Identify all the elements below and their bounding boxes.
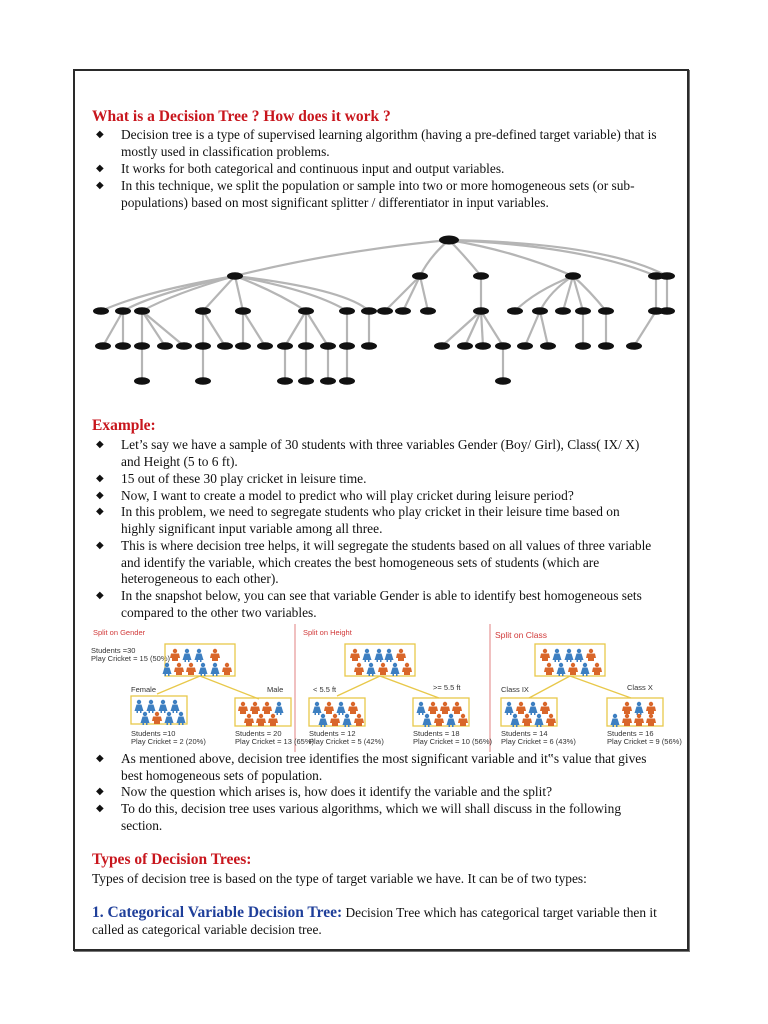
branch-label: Female [131, 685, 157, 694]
heading-what-is-decision-tree: What is a Decision Tree ? How does it work ? [92, 108, 391, 125]
list-item: ◆ This is where decision tree helps, it will segregate the students based on all values of three variable and identify the variable, which creates the best homogeneous sets of students (which are heterogeneous to each other). [96, 538, 652, 587]
decision-tree-illustration [85, 231, 685, 391]
diamond-bullet-icon: ◆ [96, 163, 104, 174]
branch-label: Class X [627, 683, 653, 692]
split-comparison-figure [87, 624, 687, 754]
list-item: ◆ In this problem, we need to segregate students who play cricket in their leisure time based on highly significant input variable among all three. [96, 504, 620, 536]
root-stats-line: Play Cricket = 15 (50%) [91, 654, 170, 663]
categorical-tree-paragraph [92, 905, 662, 938]
categorical-tree-description: Decision Tree which has categorical target variable then it called as categorical variable decision tree. [92, 905, 657, 937]
diamond-bullet-icon: ◆ [96, 590, 104, 601]
document-page [73, 69, 689, 951]
list-item: ◆ In this technique, we split the population or sample into two or more homogeneous sets (or sub-populations) based on most significant splitter / differentiator in input variables. [96, 178, 635, 210]
root-stats-line: Students =30 [91, 646, 136, 655]
node-stats-line: Students =10 [131, 729, 176, 738]
node-stats-line: Play Cricket = 5 (42%) [309, 737, 384, 746]
split-title: Split on Gender [93, 628, 146, 637]
node-stats-line: Students = 14 [501, 729, 548, 738]
heading-example: Example: [92, 417, 156, 434]
list-item: ◆ 15 out of these 30 play cricket in leisure time. [96, 471, 367, 486]
split-title: Split on Height [303, 628, 352, 637]
diamond-bullet-icon: ◆ [96, 803, 104, 814]
diamond-bullet-icon: ◆ [96, 786, 104, 797]
list-item: ◆ Decision tree is a type of supervised learning algorithm (having a pre-defined target variable) that is mostly used in classification problems. [96, 127, 657, 159]
diamond-bullet-icon: ◆ [96, 753, 104, 764]
list-item: ◆ Let’s say we have a sample of 30 students with three variables Gender (Boy/ Girl), Class( IX/ X) and Height (5 to 6 ft). [96, 437, 640, 469]
node-stats-line: Play Cricket = 10 (56%) [413, 737, 492, 746]
branch-label: Male [267, 685, 284, 694]
list-item: ◆ Now the question which arises is, how does it identify the variable and the split? [96, 784, 553, 799]
node-stats-line: Play Cricket = 13 (65%) [235, 737, 314, 746]
heading-types-of-decision-trees: Types of Decision Trees: [92, 851, 252, 868]
node-stats-line: Students = 16 [607, 729, 654, 738]
branch-label: < 5.5 ft [313, 685, 337, 694]
types-intro-text: Types of decision tree is based on the type of target variable we have. It can be of two types: [92, 871, 587, 886]
diamond-bullet-icon: ◆ [96, 506, 104, 517]
diamond-bullet-icon: ◆ [96, 180, 104, 191]
diamond-bullet-icon: ◆ [96, 540, 104, 551]
node-stats-line: Play Cricket = 2 (20%) [131, 737, 206, 746]
branch-label: Class IX [501, 685, 529, 694]
node-stats-line: Play Cricket = 6 (43%) [501, 737, 576, 746]
diamond-bullet-icon: ◆ [96, 490, 104, 501]
diamond-bullet-icon: ◆ [96, 473, 104, 484]
list-item: ◆ To do this, decision tree uses various algorithms, which we will shall discuss in the following section. [96, 801, 622, 833]
list-item: ◆ Now, I want to create a model to predict who will play cricket during leisure period? [96, 488, 574, 503]
branch-label: >= 5.5 ft [433, 683, 461, 692]
diamond-bullet-icon: ◆ [96, 129, 104, 140]
node-stats-line: Play Cricket = 9 (56%) [607, 737, 682, 746]
node-stats-line: Students = 12 [309, 729, 356, 738]
list-item: ◆ It works for both categorical and continuous input and output variables. [96, 161, 505, 176]
list-item: ◆ In the snapshot below, you can see that variable Gender is able to identify best homogeneous sets compared to the other two variables. [96, 588, 642, 620]
diamond-bullet-icon: ◆ [96, 439, 104, 450]
node-stats-line: Students = 18 [413, 729, 460, 738]
node-stats-line: Students = 20 [235, 729, 282, 738]
split-title: Split on Class [495, 630, 547, 640]
categorical-tree-title: 1. Categorical Variable Decision Tree: [92, 904, 343, 921]
list-item: ◆ As mentioned above, decision tree identifies the most significant variable and it‟s value that gives best homogeneous sets of population. [96, 751, 647, 783]
